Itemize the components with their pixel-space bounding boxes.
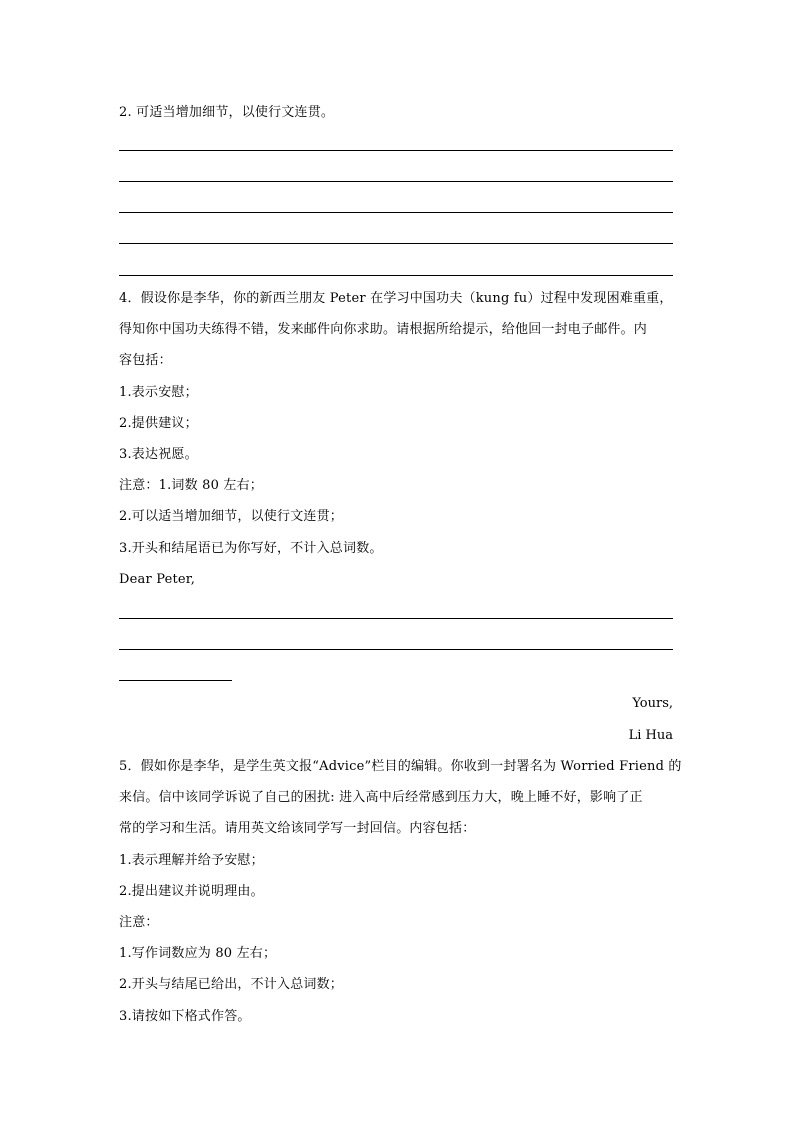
q4-note-title: 注意：1.词数 80 左右； (119, 478, 264, 493)
answer-line (119, 212, 673, 213)
q4-item-2: 2.提供建议； (119, 416, 198, 431)
answer-line (119, 150, 673, 151)
answer-line (119, 649, 673, 650)
q5-note-1: 1.写作词数应为 80 左右； (119, 946, 277, 961)
answer-line (119, 243, 673, 244)
q4-prompt-line-1: 4．假设你是李华，你的新西兰朋友 Peter 在学习中国功夫（kung fu）过程中发现困难重重， (119, 291, 673, 306)
q4-prompt-line-2: 得知你中国功夫练得不错，发来邮件向你求助。请根据所给提示，给他回一封电子邮件。内 (119, 322, 648, 337)
q5-prompt-line-1: 5．假如你是李华，是学生英文报“Advice”栏目的编辑。你收到一封署名为 Worried Friend 的 (119, 759, 682, 774)
q5-note-2: 2.开头与结尾已给出，不计入总词数； (119, 977, 344, 992)
q5-prompt-line-3: 常的学习和生活。请用英文给该同学写一封回信。内容包括： (119, 821, 476, 836)
q4-prompt-line-3: 容包括： (119, 353, 172, 368)
q5-item-2: 2.提出建议并说明理由。 (119, 884, 264, 899)
answer-line (119, 618, 673, 619)
q4-signature: Li Hua (628, 728, 673, 743)
q4-greeting: Dear Peter, (119, 572, 196, 587)
q5-note-title: 注意： (119, 915, 159, 930)
q4-closing: Yours, (632, 696, 673, 711)
q5-prompt-line-2: 来信。信中该同学诉说了自己的困扰: 进入高中后经常感到压力大，晚上睡不好，影响了正 (119, 790, 643, 805)
prev-note-2: 2. 可适当增加细节，以使行文连贯。 (119, 105, 335, 120)
q5-note-3: 3.请按如下格式作答。 (119, 1009, 251, 1024)
q4-note-3: 3.开头和结尾语已为你写好，不计入总词数。 (119, 541, 383, 556)
answer-line (119, 275, 673, 276)
q4-note-2: 2.可以适当增加细节，以使行文连贯； (119, 509, 344, 524)
q4-item-3: 3.表达祝愿。 (119, 447, 198, 462)
q5-item-1: 1.表示理解并给予安慰； (119, 853, 264, 868)
q4-item-1: 1.表示安慰； (119, 385, 198, 400)
answer-line-short (119, 680, 232, 681)
answer-line (119, 181, 673, 182)
